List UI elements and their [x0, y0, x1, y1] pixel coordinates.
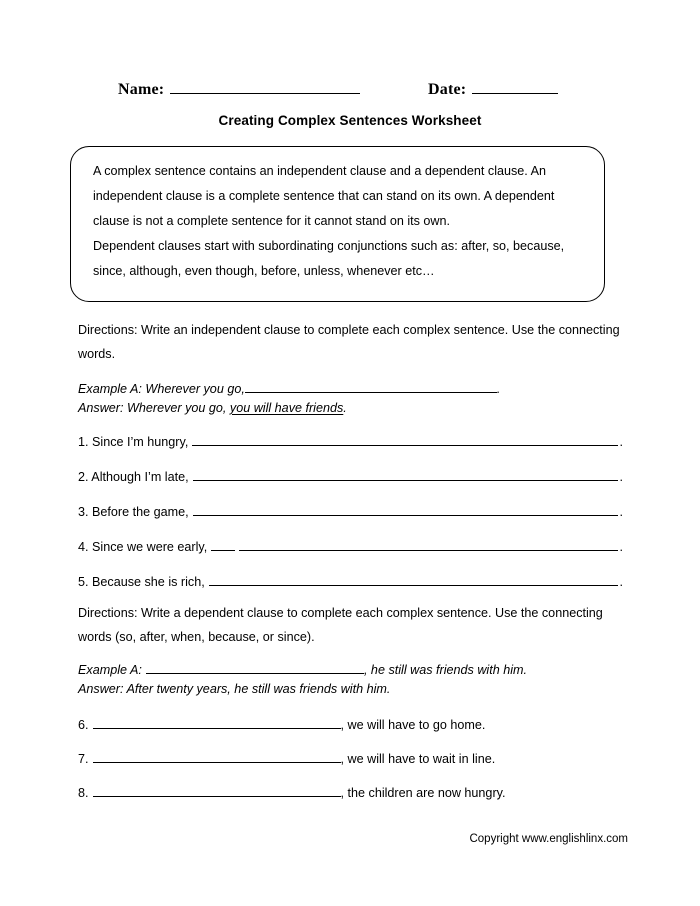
definition-box-content: [93, 159, 585, 284]
name-label: Name:: [118, 81, 165, 98]
question-blank-5[interactable]: [209, 573, 618, 586]
example-blank-2[interactable]: [146, 661, 364, 674]
example-label-1: Example A: Wherever you go,: [78, 382, 245, 396]
name-input-rule[interactable]: [170, 80, 360, 94]
question-row-4: [78, 538, 623, 554]
name-field[interactable]: [118, 80, 360, 99]
question-blank-1[interactable]: [192, 433, 617, 446]
question-number-8: 8.: [78, 786, 89, 800]
answer-label-1: Answer: Wherever you go,: [78, 401, 230, 415]
question-tail-4: .: [619, 540, 623, 554]
answer-end-1: .: [343, 401, 347, 415]
question-blank-2[interactable]: [193, 468, 618, 481]
question-row-2: [78, 468, 623, 484]
date-field[interactable]: [428, 80, 558, 99]
question-tail-6: , we will have to go home.: [340, 718, 486, 732]
question-tail-5: .: [619, 575, 623, 589]
answer-line-section-1: [78, 401, 347, 415]
example-label-2: Example A:: [78, 663, 142, 677]
definition-paragraph-2: Dependent clauses start with subordinating conjunctions such as: after, so, because, since, although, even though, before, unless, whenever etc…: [93, 239, 565, 278]
example-blank-1[interactable]: [245, 380, 497, 393]
question-row-6: [78, 716, 485, 732]
question-row-7: [78, 750, 495, 766]
question-tail-1: .: [619, 435, 623, 449]
example-end-1: .: [496, 382, 501, 396]
copyright-notice: Copyright www.englishlinx.com: [469, 833, 628, 845]
question-tail-3: .: [619, 505, 623, 519]
answer-fill-1: you will have friends: [229, 401, 344, 415]
definition-paragraph-1: A complex sentence contains an independent clause and a dependent clause. An independent clause is a complete sentence that can stand on its own. A dependent clause is not a complete sentence for it cannot stand on its own.: [93, 164, 555, 228]
answer-line-section-2: Answer: After twenty years, he still was friends with him.: [78, 682, 391, 696]
question-row-5: [78, 573, 623, 589]
page-title: Creating Complex Sentences Worksheet: [218, 113, 482, 128]
example-line-section-1: [78, 380, 500, 396]
question-number-6: 6.: [78, 718, 89, 732]
question-tail-8: , the children are now hungry.: [340, 786, 506, 800]
example-tail-2: , he still was friends with him.: [363, 663, 528, 677]
question-row-1: [78, 433, 623, 449]
date-label: Date:: [428, 81, 467, 98]
question-row-3: [78, 503, 623, 519]
date-input-rule[interactable]: [472, 80, 558, 94]
directions-section-2: Directions: Write a dependent clause to complete each complex sentence. Use the connecting words (so, after, when, because, or since).: [78, 606, 603, 644]
question-stem-4: 4. Since we were early,: [78, 540, 208, 554]
question-tail-7: , we will have to wait in line.: [340, 752, 496, 766]
question-blank-3[interactable]: [193, 503, 618, 516]
question-tail-2: .: [619, 470, 623, 484]
question-blank-4-short[interactable]: [211, 538, 235, 551]
question-blank-4[interactable]: [239, 538, 617, 551]
name-date-row: [78, 80, 622, 104]
question-blank-6[interactable]: [93, 716, 341, 729]
question-stem-5: 5. Because she is rich,: [78, 575, 205, 589]
question-number-7: 7.: [78, 752, 89, 766]
question-stem-1: 1. Since I’m hungry,: [78, 435, 189, 449]
directions-section-1: Directions: Write an independent clause to complete each complex sentence. Use the connecting words.: [78, 323, 620, 361]
question-stem-2: 2. Although I’m late,: [78, 470, 189, 484]
question-stem-3: 3. Before the game,: [78, 505, 189, 519]
question-blank-8[interactable]: [93, 784, 341, 797]
question-row-8: [78, 784, 506, 800]
definition-box: [70, 146, 605, 302]
example-line-section-2: [78, 661, 527, 677]
question-blank-7[interactable]: [93, 750, 341, 763]
